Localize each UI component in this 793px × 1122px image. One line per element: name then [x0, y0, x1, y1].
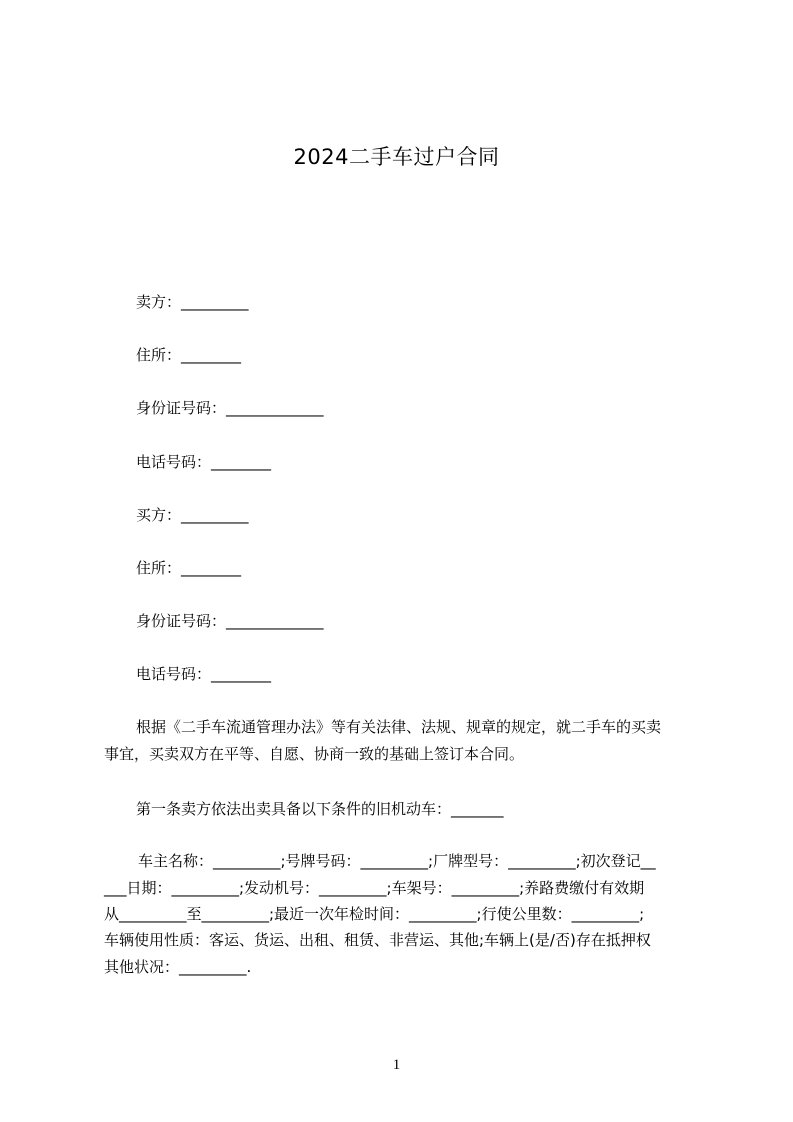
vehicle-details-line-1: 车主名称：_________;号牌号码：_________;厂牌型号：_________;初次登记__ [138, 852, 656, 870]
buyer-address-field: 住所：________ [136, 559, 242, 577]
seller-id-field: 身份证号码：_____________ [136, 399, 324, 417]
buyer-name-field: 买方：_________ [136, 506, 249, 524]
buyer-id-field: 身份证号码：_____________ [136, 612, 324, 630]
document-title: 2024二手车过户合同 [293, 145, 500, 169]
buyer-phone-field: 电话号码：________ [136, 665, 272, 683]
vehicle-details-line-5: 其他状况：_________. [104, 958, 252, 976]
preamble-line-2: 事宜，买卖双方在平等、自愿、协商一致的基础上签订本合同。 [104, 745, 525, 763]
article-1-intro: 第一条卖方依法出卖具备以下条件的旧机动车：_______ [136, 800, 504, 818]
page-number: 1 [392, 1057, 401, 1073]
seller-phone-field: 电话号码：________ [136, 453, 272, 471]
vehicle-details-line-4: 车辆使用性质：客运、货运、出租、租赁、非营运、其他;车辆上(是/否)存在抵押权 [104, 931, 651, 949]
seller-name-field: 卖方：_________ [136, 293, 249, 311]
vehicle-details-line-2: ___日期：_________;发动机号：_________;车架号：_________;养路费缴付有效期 [104, 879, 645, 897]
vehicle-details-line-3: 从_________至_________;最近一次年检时间：_________;行使公里数：_________; [104, 905, 645, 923]
preamble-line-1: 根据《二手车流通管理办法》等有关法律、法规、规章的规定，就二手车的买卖 [136, 718, 662, 736]
seller-address-field: 住所：________ [136, 346, 242, 364]
